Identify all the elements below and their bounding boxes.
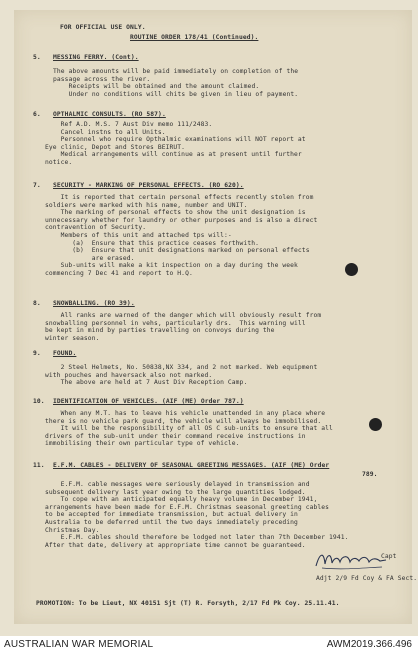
classification-header: FOR OFFICIAL USE ONLY. xyxy=(60,24,146,31)
accession-number: AWM2019.366.496 xyxy=(326,639,412,650)
promotion-notice: PROMOTION: To be Lieut, NX 40151 Sjt (T) R. Forsyth, 2/17 Fd Pk Coy. 25.11.41. xyxy=(36,600,340,607)
section-heading: SNOWBALLING. (RO 39). xyxy=(53,300,135,307)
section-body: E.F.M. cable messages were seriously delayed in transmission and subsequent delivery last year owing to the large quantities lodged. To cope with an anticipated equally heavy volume in December 1941, arrangements have been made for E.F.M. Christmas seasonal greeting cables to be accepted for immediate transmission, but actual delivery in Australia to be deferred until the two days immediately preceding Christmas Day. E.F.M. cables should therefore be lodged not later than 7th December 1941. After that date, delivery at appropriate time cannot be guaranteed. xyxy=(45,481,349,549)
section-body: The above amounts will be paid immediately on completion of the passage across the river. Receipts will be obtained and the amount claimed. Under no conditions will chits be given in lieu of payment. xyxy=(53,68,299,98)
section-heading: MESSING FERRY. (Cont). xyxy=(53,54,139,61)
section-body: All ranks are warned of the danger which will obviously result from snowballing personnel in vehs, particularly drs. This warning will be kept in mind by parties travelling on convoys during the winter season. xyxy=(45,312,322,342)
section-body: When any M.T. has to leave his vehicle unattended in any place where there is no vehicle park guard, the vehicle will always be immobilised. It will be the responsibility of all OS C sub-units to ensure that all drivers of the sub-unit under their command receive instructions in immobilising their own particular type of vehicle. xyxy=(45,410,333,448)
punch-hole xyxy=(369,418,382,431)
section-body: It is reported that certain personal effects recently stolen from soldiers were marked with his name, number and UNIT. The marking of personal effects to show the unit designation is unnecessary whether for laundry or other purposes and is also a direct contravention of Security. Members of this unit and attached tps will:- (a) Ensure that this practice ceases forthwith. (b) Ensure that unit designations marked on personal effects are erased. Sub-units will make a kit inspection on a day during the week commencing 7 Dec 41 and report to H.Q. xyxy=(45,194,318,277)
signature-line: Adjt 2/9 Fd Coy & FA Sect. xyxy=(316,575,418,582)
signature-rank: Capt xyxy=(381,553,397,560)
section-number: 7. xyxy=(33,182,41,189)
section-number: 11. xyxy=(33,462,45,469)
archive-footer xyxy=(0,636,418,653)
section-number: 5. xyxy=(33,54,41,61)
punch-hole xyxy=(345,263,358,276)
section-number: 8. xyxy=(33,300,41,307)
section-heading: SECURITY - MARKING OF PERSONAL EFFECTS. (RO 620). xyxy=(53,182,244,189)
section-number: 6. xyxy=(33,111,41,118)
institution-name: AUSTRALIAN WAR MEMORIAL xyxy=(4,639,154,650)
section-heading-continuation: 789. xyxy=(362,471,378,478)
section-number: 10. xyxy=(33,398,45,405)
section-body: 2 Steel Helmets, No. 50838,NX 334, and 2 not marked. Web equipment with pouches and haversack also not marked. The above are held at 7 Aust Div Reception Camp. xyxy=(45,364,318,387)
section-heading: OPTHALMIC CONSULTS. (RO 587). xyxy=(53,111,166,118)
section-number: 9. xyxy=(33,350,41,357)
section-body: Ref A.D. M.S. 7 Aust Div memo 111/2483. Cancel instns to all Units. Personnel who require Opthalmic examinations will NOT report at Eye clinic, Depot and Stores BEIRUT. Medical arrangements will continue as at present until further notice. xyxy=(45,121,306,166)
section-heading: E.F.M. CABLES - DELIVERY OF SEASONAL GREETING MESSAGES. (AIF (ME) Order xyxy=(53,462,330,469)
document-title: ROUTINE ORDER 178/41 (Continued). xyxy=(130,34,259,41)
section-heading: IDENTIFICATION OF VEHICLES. (AIF (ME) Order 787.) xyxy=(53,398,244,405)
section-heading: FOUND. xyxy=(53,350,77,357)
